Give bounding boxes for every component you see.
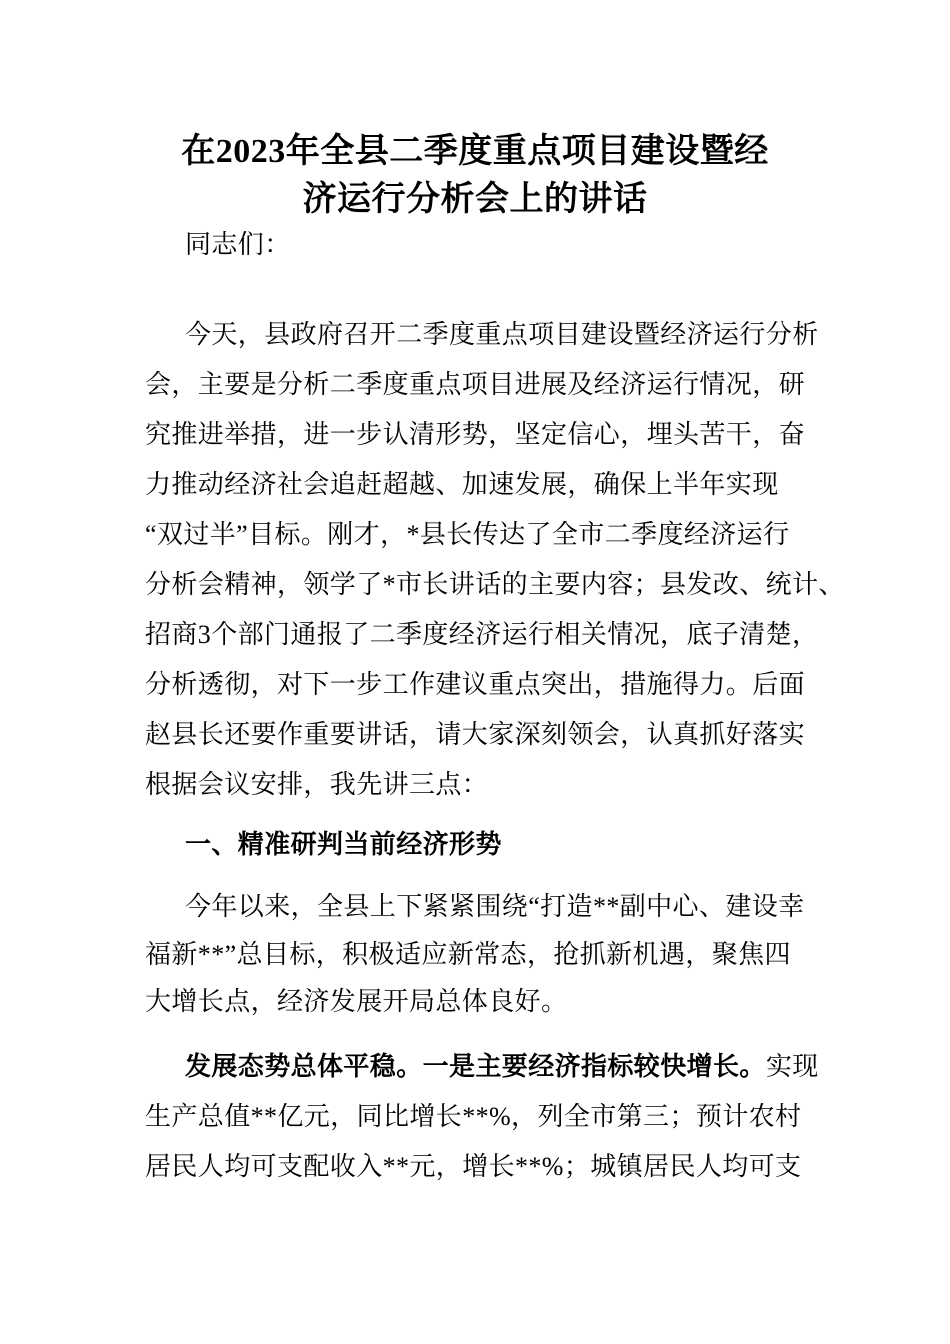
paragraph-line: 招商3个部门通报了二季度经济运行相关情况，底子清楚， [145, 620, 819, 649]
salutation [145, 220, 865, 270]
intro-paragraph [145, 310, 865, 810]
document-title [0, 128, 950, 224]
paragraph-line: 大增长点，经济发展开局总体良好。 [145, 987, 568, 1016]
paragraph-line: 力推动经济社会追赶超越、加速发展，确保上半年实现 [145, 470, 779, 499]
paragraph-line: 居民人均可支配收入**元，增长**%；城镇居民人均可支 [145, 1152, 802, 1181]
title-line: 在2023年全县二季度重点项目建设暨经 [181, 133, 769, 170]
paragraph-line [145, 1042, 865, 1092]
title-line: 济运行分析会上的讲话 [302, 181, 648, 218]
paragraph-text: 实现 [765, 1052, 819, 1081]
paragraph-line: 会，主要是分析二季度重点项目进展及经济运行情况，研 [145, 370, 806, 399]
section-heading [145, 820, 865, 870]
salutation-text: 同志们： [185, 230, 291, 259]
paragraph-line: 今年以来，全县上下紧紧围绕“打造**副中心、建设幸 [185, 892, 805, 921]
bold-lead-text: 发展态势总体平稳。一是主要经济指标较快增长。 [185, 1052, 766, 1081]
paragraph-line: 究推进举措，进一步认清形势，坚定信心，埋头苦干，奋 [145, 420, 806, 449]
paragraph-line: “双过半”目标。刚才，*县长传达了全市二季度经济运行 [145, 520, 790, 549]
paragraph-line: 生产总值**亿元，同比增长**%，列全市第三；预计农村 [145, 1102, 802, 1131]
paragraph-line: 根据会议安排，我先讲三点： [145, 770, 489, 799]
paragraph-line: 今天，县政府召开二季度重点项目建设暨经济运行分析 [185, 320, 819, 349]
paragraph-line: 分析会精神，领学了*市长讲话的主要内容；县发改、统计、 [145, 570, 845, 599]
paragraph-line: 赵县长还要作重要讲话，请大家深刻领会，认真抓好落实 [145, 720, 806, 749]
body-paragraph [145, 1042, 865, 1192]
section-heading-text: 一、精准研判当前经济形势 [185, 830, 502, 859]
paragraph-line: 福新**”总目标，积极适应新常态，抢抓新机遇，聚焦四 [145, 939, 791, 969]
paragraph-line: 分析透彻，对下一步工作建议重点突出，措施得力。后面 [145, 670, 806, 699]
body-paragraph [145, 883, 865, 1026]
